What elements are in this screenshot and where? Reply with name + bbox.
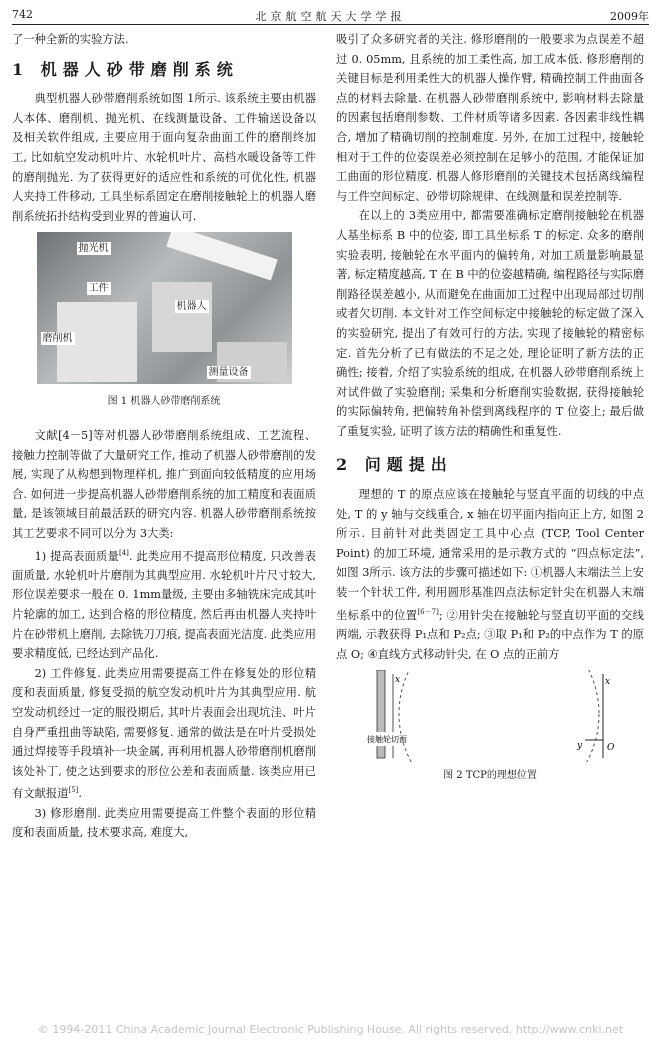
- paragraph: 典型机器人砂带磨削系统如图 1所示. 该系统主要由机器人本体、磨削机、抛光机、在线测量设备、工件输送设备以及相关软件组成, 主要应用于面向复杂曲面工件的磨削终加工, 比如航空发动机叶片、水轮机叶片、高档水暖设备等工件的磨削抛光. 为了获得更好的适应性和系统的可优化性, 机器人夹持工件移动, 工具坐标系固定在磨削接触轮上的机器人磨削系统拓扑结构受到业界的普遍认可.: [12, 92, 316, 223]
- polishing-machine: [152, 282, 212, 352]
- tcp-diagram: [359, 670, 621, 762]
- fig2-left-label: 接触轮切面: [367, 735, 407, 745]
- figure-1-photo: [37, 232, 292, 384]
- paragraph: 在以上的 3类应用中, 都需要准确标定磨削接触轮在机器人基坐标系 B 中的位姿, 即工具坐标系 T 的标定. 众多的磨削实验表明, 接触轮在水平面内的偏转角, 对加工质量影响最显著, 标定精度越高, T 在 B 中的位姿越精确, 编程路径与实际磨削路径误差越小, 从而避免在曲面加工过程中出现局部过切削或者欠切削. 本文针对工作空间标定中接触轮的标定做了深入的实验研究, 提出了有效可行的方法, 实现了接触轮的精密标定. 首先分析了已有做法的不足之处, 理论证明了新方法的正确性; 接着, 介绍了实验系统的组成, 在机器人砂带磨削系统上对试件做了实验磨削; 采集和分析磨削实验数据, 获得接触轮的实际偏转角, 把偏转角补偿到离线程序的 T 位姿上; 最后做了重复实验, 证明了该方法的精确性和重复性.: [336, 209, 644, 438]
- paragraph: 理想的 T 的原点应该在接触轮与竖直平面的切线的中点处, T 的 y 轴与交线重合, x 轴在切平面内指向正上方, 如图 2所示. 目前针对此类固定工具中心点 (TCP, Tool Center Point) 的加工环境, 通常采用的是示教方式的 “四点标定法”, 如图 3所示. 该方法的步骤可描述如下: ①机器人末端法兰上安装一个针状工件, 利用圆形基准四点法标定针尖在机器人末端坐标系中的位置[6－7]; ②用针尖在接触轮与竖直切平面的交线两端, 示教获得 P₁点和 P₂点; ③取 P₁和 P₂的中点作为 T 的原点 O; ④直线方式移动针尖, 在 O 点的正前方: [336, 488, 644, 661]
- page-number: 742: [12, 8, 33, 21]
- fig2-axis-label: y: [577, 741, 583, 752]
- paragraph: 了一种全新的实验方法.: [12, 33, 129, 46]
- issue-year: 2009年: [610, 10, 649, 23]
- fig2-axis-label: x: [395, 675, 401, 686]
- fig1-label: 测量设备: [208, 367, 249, 379]
- journal-title: 北京航空航天大学学报: [255, 10, 406, 23]
- section-heading-2: 2 问题提出: [336, 455, 453, 475]
- header-rule: [12, 24, 649, 25]
- fig2-axis-label: x: [605, 677, 611, 688]
- paragraph: 1) 提高表面质量[4]. 此类应用不提高形位精度, 只改善表面质量, 水轮机叶片磨削为其典型应用. 水轮机叶片尺寸较大, 形位误差要求一般在 0. 1mm量级, 主要由多轴铣床完成其叶片轮廓的加工, 达到合格的形位精度, 然后再由机器人夹持叶片在砂带机上磨削, 去除铣刀刀痕, 提高表面光洁度. 此类应用要求精度低, 已经达到产品化.: [12, 548, 317, 661]
- fig2-origin-label: O: [607, 743, 615, 754]
- fig1-label: 机器人: [176, 301, 207, 313]
- fig1-label: 抛光机: [78, 243, 109, 255]
- fig1-label: 工件: [88, 283, 109, 295]
- fig1-label: 磨削机: [42, 333, 73, 345]
- figure-2-caption: 图 2 TCP的理想位置: [443, 770, 537, 782]
- paragraph: 2) 工件修复. 此类应用需要提高工件在修复处的形位精度和表面质量, 修复受损的航空发动机叶片为其典型应用. 航空发动机经过一定的服役期后, 其叶片表面会出现坑洼、叶片自身严重扭曲等缺陷, 需要修复. 通常的做法是在叶片受损处通过焊接等手段填补一块金属, 再利用机器人砂带磨削机磨削该处补丁, 使之达到要求的形位公差和表面质量. 该类应用已有文献报道[5].: [12, 666, 316, 801]
- right-column: [336, 30, 644, 800]
- figure-1-caption: 图 1 机器人砂带磨削系统: [107, 396, 221, 408]
- left-column: [12, 30, 316, 843]
- paragraph: 吸引了众多研究者的关注. 修形磨削的一般要求为点误差不超过 0. 05mm, 且系统的加工柔性高, 加工成本低. 修形磨削的关键目标是利用柔性大的机器人操作臂, 精确控制工件曲面各点的材料去除量. 在机器人砂带磨削系统中, 影响材料去除量的因素包括磨削参数、工件材质等诸多因素. 各因素非线性耦合, 增加了精确切削的控制难度. 另外, 在加工过程中, 接触轮相对于工件的位姿误差必须控制在足够小的范围, 才能保证加工曲面的形位精度. 机器人修形磨削的关键技术包括离线编程与工件空间标定、砂带切除规律、在线测量和误差控制等.: [336, 33, 644, 203]
- paragraph: 3) 修形磨削. 此类应用需要提高工件整个表面的形位精度和表面质量, 技术要求高, 难度大,: [12, 806, 316, 840]
- paragraph: 文献[4－5]等对机器人砂带磨削系统组成、工艺流程、接触力控制等做了大量研究工作, 推动了机器人砂带磨削的发展, 实现了从构想到物理样机, 推广到面向较低精度的应用场合. 如何进一步提高机器人砂带磨削系统的加工精度和表面质量, 是该领域目前最活跃的研究内容. 机器人砂带磨削系统按其工艺要求不同可以分为 3大类:: [12, 428, 316, 540]
- figure-2-diagram: [359, 670, 621, 762]
- section-heading-1: 1 机器人砂带磨削系统: [12, 59, 239, 79]
- copyright-footer: © 1994-2011 China Academic Journal Electronic Publishing House. All rights reserved. http://www.cnki.net: [37, 1023, 624, 1036]
